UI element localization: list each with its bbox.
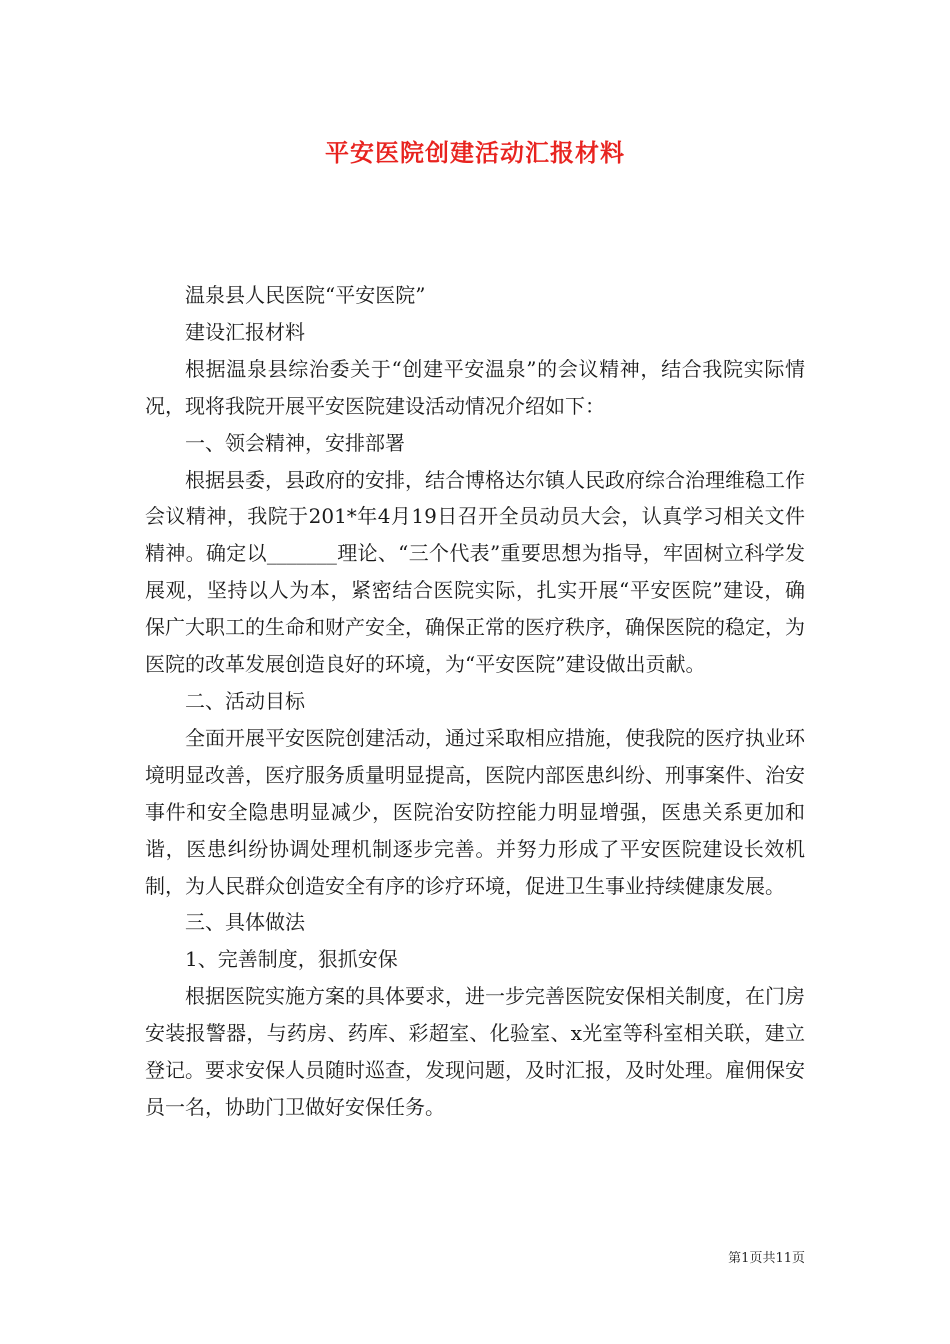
section-heading: 三、具体做法	[185, 910, 305, 935]
paragraph: 根据县委，县政府的安排，结合博格达尔镇人民政府综合治理维稳工作会议精神，我院于201*年4月19日召开全员动员大会，认真学习相关文件精神。确定以_______理论、“三个代表”重要思想为指导，牢固树立科学发展观，坚持以人为本，紧密结合医院实际，扎实开展“平安医院”建设，确保广大职工的生命和财产安全，确保正常的医疗秩序，确保医院的稳定，为医院的改革发展创造良好的环境，为“平安医院”建设做出贡献。	[145, 467, 805, 677]
document-body	[145, 277, 805, 1126]
paragraph: 全面开展平安医院创建活动，通过采取相应措施，使我院的医疗执业环境明显改善，医疗服务质量明显提高，医院内部医患纠纷、刑事案件、治安事件和安全隐患明显减少，医院治安防控能力明显增强，医患关系更加和谐，医患纠纷协调处理机制逐步完善。并努力形成了平安医院建设长效机制，为人民群众创造安全有序的诊疗环境，促进卫生事业持续健康发展。	[145, 725, 805, 898]
paragraph: 根据温泉县综治委关于“创建平安温泉”的会议精神，结合我院实际情况，现将我院开展平安医院建设活动情况介绍如下：	[145, 356, 805, 418]
paragraph: 根据医院实施方案的具体要求，进一步完善医院安保相关制度，在门房安装报警器，与药房、药库、彩超室、化验室、x光室等科室相关联，建立登记。要求安保人员随时巡查，发现问题，及时汇报，及时处理。雇佣保安员一名，协助门卫做好安保任务。	[145, 984, 805, 1119]
subsection-heading: 1、完善制度，狠抓安保	[185, 947, 398, 972]
page-number: 第1页共11页	[728, 1251, 805, 1266]
document-title: 平安医院创建活动汇报材料	[325, 138, 625, 167]
paragraph: 建设汇报材料	[185, 319, 305, 344]
paragraph: 温泉县人民医院“平安医院”	[185, 283, 426, 307]
section-heading: 一、领会精神，安排部署	[185, 430, 405, 455]
section-heading: 二、活动目标	[185, 688, 305, 713]
